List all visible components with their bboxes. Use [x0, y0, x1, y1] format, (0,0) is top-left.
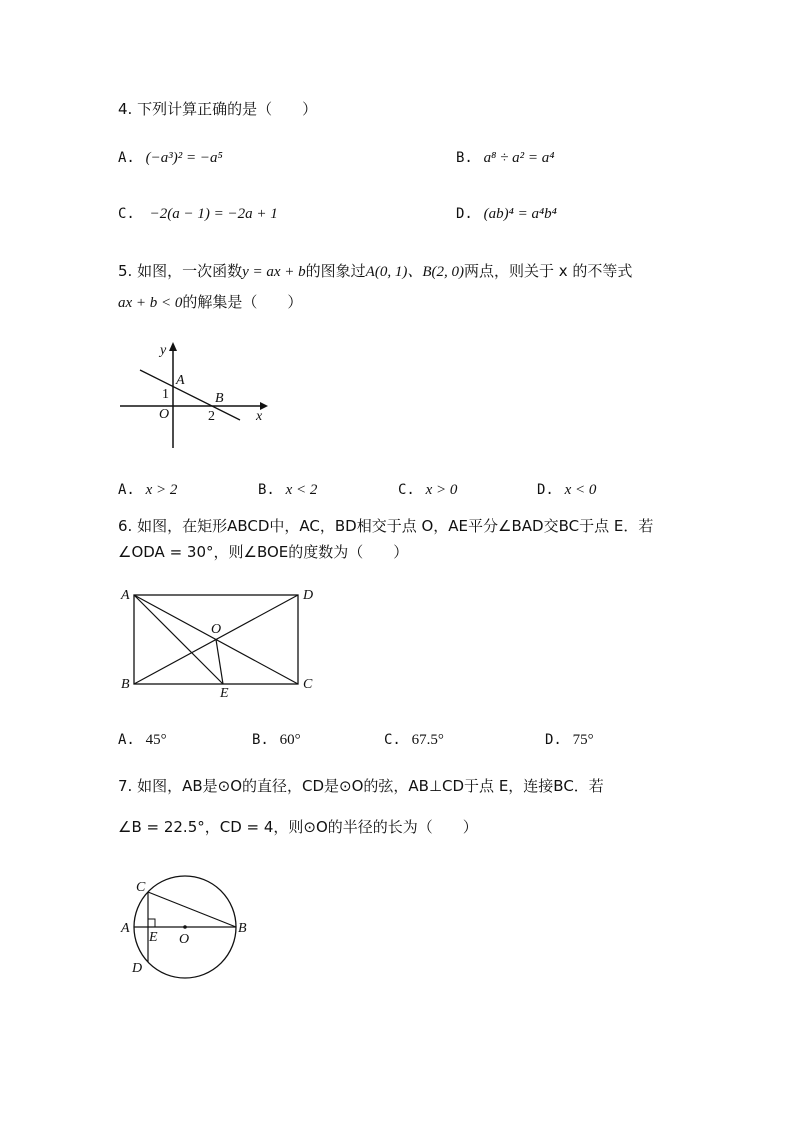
- point-d-label: D: [132, 961, 143, 976]
- center-o-label: O: [179, 932, 190, 947]
- option-letter: C.: [398, 482, 415, 498]
- stem-inequality: ax + b < 0: [118, 295, 183, 311]
- q5-option-d: [537, 479, 596, 500]
- stem-text: 5. 如图，一次函数: [118, 262, 243, 280]
- q4-option-b: [456, 147, 554, 168]
- q4-stem: 4. 下列计算正确的是（ ）: [118, 100, 318, 118]
- option-letter: C.: [118, 206, 135, 222]
- point-e-label: E: [220, 686, 229, 701]
- option-expr: x > 2: [145, 482, 178, 498]
- option-letter: B.: [252, 732, 269, 748]
- center-dot-icon: [183, 925, 187, 929]
- option-letter: D.: [545, 732, 562, 748]
- q7-circle-figure: [118, 875, 258, 985]
- option-expr: 45°: [145, 732, 167, 748]
- q5-option-a: [118, 479, 177, 500]
- q6-option-a: [118, 729, 167, 750]
- option-letter: D.: [537, 482, 554, 498]
- q6-stem-line2: ∠ODA = 30°，则∠BOE的度数为（ ）: [118, 543, 409, 561]
- q4-option-a: [118, 147, 223, 168]
- segment-bc: [148, 892, 236, 927]
- vertex-b-label: B: [121, 677, 130, 692]
- y-axis-label: y: [160, 343, 167, 358]
- q5-option-c: [398, 479, 457, 500]
- stem-points: A(0, 1)、B(2, 0): [365, 264, 464, 280]
- q7-stem-line1: 7. 如图，AB是⊙O的直径，CD是⊙O的弦，AB⊥CD于点 E，连接BC．若: [118, 777, 604, 795]
- q6-option-b: [252, 729, 301, 750]
- vertex-a-label: A: [121, 588, 130, 603]
- option-expr: (−a³)² = −a⁵: [145, 150, 223, 166]
- q5-graph-figure: [118, 338, 278, 453]
- vertex-d-label: D: [303, 588, 314, 603]
- option-letter: B.: [258, 482, 275, 498]
- option-expr: x < 0: [564, 482, 597, 498]
- option-expr: a⁸ ÷ a² = a⁴: [483, 150, 555, 166]
- stem-text: 的解集是（ ）: [182, 293, 303, 311]
- q6-stem-line1: 6. 如图，在矩形ABCD中，AC，BD相交于点 O，AE平分∠BAD交BC于点 E．若: [118, 517, 654, 535]
- stem-function: y = ax + b: [242, 264, 306, 280]
- option-letter: A.: [118, 482, 135, 498]
- point-a-label: A: [121, 921, 130, 936]
- option-letter: A.: [118, 150, 135, 166]
- option-letter: C.: [384, 732, 401, 748]
- q6-rectangle-figure: [118, 583, 323, 703]
- q5-option-b: [258, 479, 317, 500]
- y-axis-arrow-icon: [169, 342, 177, 351]
- q6-option-c: [384, 729, 444, 750]
- vertex-c-label: C: [303, 677, 313, 692]
- function-line: [140, 370, 240, 420]
- point-b-label: B: [215, 391, 224, 406]
- option-letter: D.: [456, 206, 473, 222]
- q4-option-d: [456, 203, 557, 224]
- segment-ae: [134, 595, 223, 684]
- option-expr: x > 0: [425, 482, 458, 498]
- option-expr: 60°: [279, 732, 301, 748]
- stem-text: 的图象过: [305, 262, 366, 280]
- point-e-label: E: [149, 930, 158, 945]
- option-letter: A.: [118, 732, 135, 748]
- q6-option-d: [545, 729, 594, 750]
- x-axis-label: x: [256, 409, 263, 424]
- point-b-label: B: [238, 921, 247, 936]
- option-letter: B.: [456, 150, 473, 166]
- right-angle-mark-icon: [148, 919, 155, 927]
- option-expr: 75°: [572, 732, 594, 748]
- option-expr: x < 2: [285, 482, 318, 498]
- stem-text: 两点，则关于 x 的不等式: [463, 262, 633, 280]
- q5-stem-line2: [118, 292, 302, 313]
- point-o-label: O: [211, 622, 222, 637]
- tick-label-2: 2: [208, 409, 215, 424]
- option-expr: 67.5°: [411, 732, 444, 748]
- option-expr: −2(a − 1) = −2a + 1: [149, 206, 278, 222]
- origin-label: O: [159, 407, 170, 422]
- point-a-label: A: [176, 373, 185, 388]
- tick-label-1: 1: [162, 387, 169, 402]
- option-expr: (ab)⁴ = a⁴b⁴: [483, 206, 557, 222]
- q5-stem-line1: [118, 261, 632, 282]
- point-c-label: C: [136, 880, 146, 895]
- q7-stem-line2: ∠B = 22.5°，CD = 4，则⊙O的半径的长为（ ）: [118, 818, 478, 836]
- q4-option-c: [118, 203, 278, 224]
